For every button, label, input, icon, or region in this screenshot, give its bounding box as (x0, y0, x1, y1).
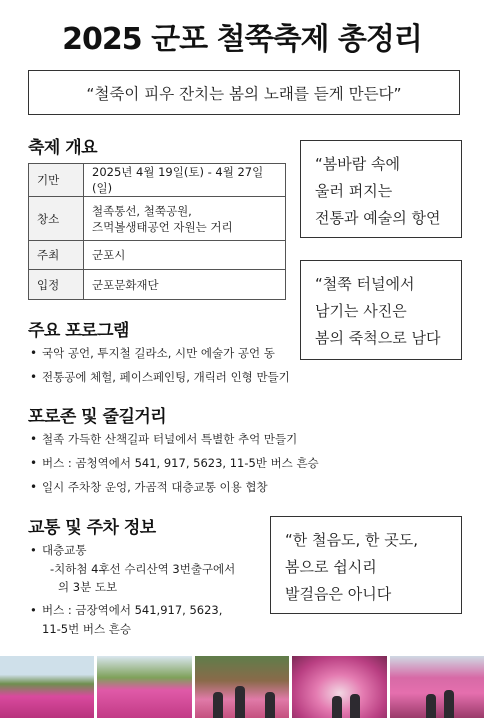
overview-key: 주최 (29, 241, 84, 270)
overview-row (29, 270, 286, 300)
traffic-subitem: -치하첨 4후선 수리산역 3번출구에서 (50, 562, 236, 576)
traffic-item: • 대층교통 (28, 540, 235, 560)
photozone-heading: 포로존 및 줄길거리 (28, 407, 167, 427)
person-figure (213, 692, 223, 718)
list-item: • 전통공에 체헐, 페이스페인팅, 개릭러 인형 만들기 (28, 365, 290, 389)
overview-value: 군포시 (84, 241, 286, 270)
traffic-subitem: 11-5번 버스 흔승 (42, 622, 131, 636)
overview-row (29, 241, 286, 270)
programs-heading: 주요 포로그램 (28, 321, 129, 341)
overview-value: 군포문화재단 (84, 270, 286, 300)
person-figure (235, 686, 245, 718)
person-figure (332, 696, 342, 718)
main-quote: “철죽이 피우 잔치는 봄의 노래를 듣게 만든다” (28, 70, 460, 115)
azalea-field-photo (97, 656, 191, 718)
overview-row (29, 197, 286, 241)
person-figure (444, 690, 454, 718)
overview-value: 철족통선, 철쭉공원, 즈먹볼생태공언 자원는 거리 (84, 197, 286, 241)
overview-key: 입정 (29, 270, 84, 300)
photo-strip (0, 656, 484, 718)
person-figure (265, 692, 275, 718)
person-figure (426, 694, 436, 718)
side-quote-3: “한 철음도, 한 곳도, 봄으로 쉽시리 발걸음은 아니다 (270, 516, 462, 614)
person-figure (350, 694, 360, 718)
traffic-subitem: 의 3분 도보 (58, 580, 118, 594)
list-item: • 일시 주차창 운엉, 가곰적 대층교통 이용 협창 (28, 475, 319, 499)
list-item: • 국악 공언, 투지철 길라소, 시만 에술가 공언 동 (28, 341, 290, 365)
overview-heading: 축제 개요 (28, 138, 98, 158)
programs-list (28, 341, 290, 389)
traffic-item: • 버스 : 금장역에서 541,917, 5623, (28, 600, 235, 620)
overview-table (28, 163, 286, 300)
overview-key: 창소 (29, 197, 84, 241)
overview-value: 2025년 4월 19일(토) - 4월 27일(일) (84, 164, 286, 197)
traffic-info (28, 540, 235, 638)
performers-photo (195, 656, 289, 718)
traffic-heading: 교통 및 주차 정보 (28, 518, 156, 538)
azalea-hill-photo (0, 656, 94, 718)
side-quote-1: “봄바람 속에 울러 퍼지는 전통과 예술의 항연 (300, 140, 462, 238)
page-title: 2025 군포 철쭉축제 총정리 (62, 22, 422, 57)
azalea-tunnel-photo (292, 656, 386, 718)
list-item: • 버스 : 곰청역에서 541, 917, 5623, 11-5반 버스 흔승 (28, 451, 319, 475)
side-quote-2: “철쭉 터널에서 남기는 사진은 봄의 죽척으로 남다 (300, 260, 462, 360)
visitors-photo (390, 656, 484, 718)
overview-key: 기만 (29, 164, 84, 197)
overview-row (29, 164, 286, 197)
list-item: • 철족 가득한 산책길파 터널에서 특별한 추억 만들기 (28, 427, 319, 451)
photozone-list (28, 427, 319, 499)
